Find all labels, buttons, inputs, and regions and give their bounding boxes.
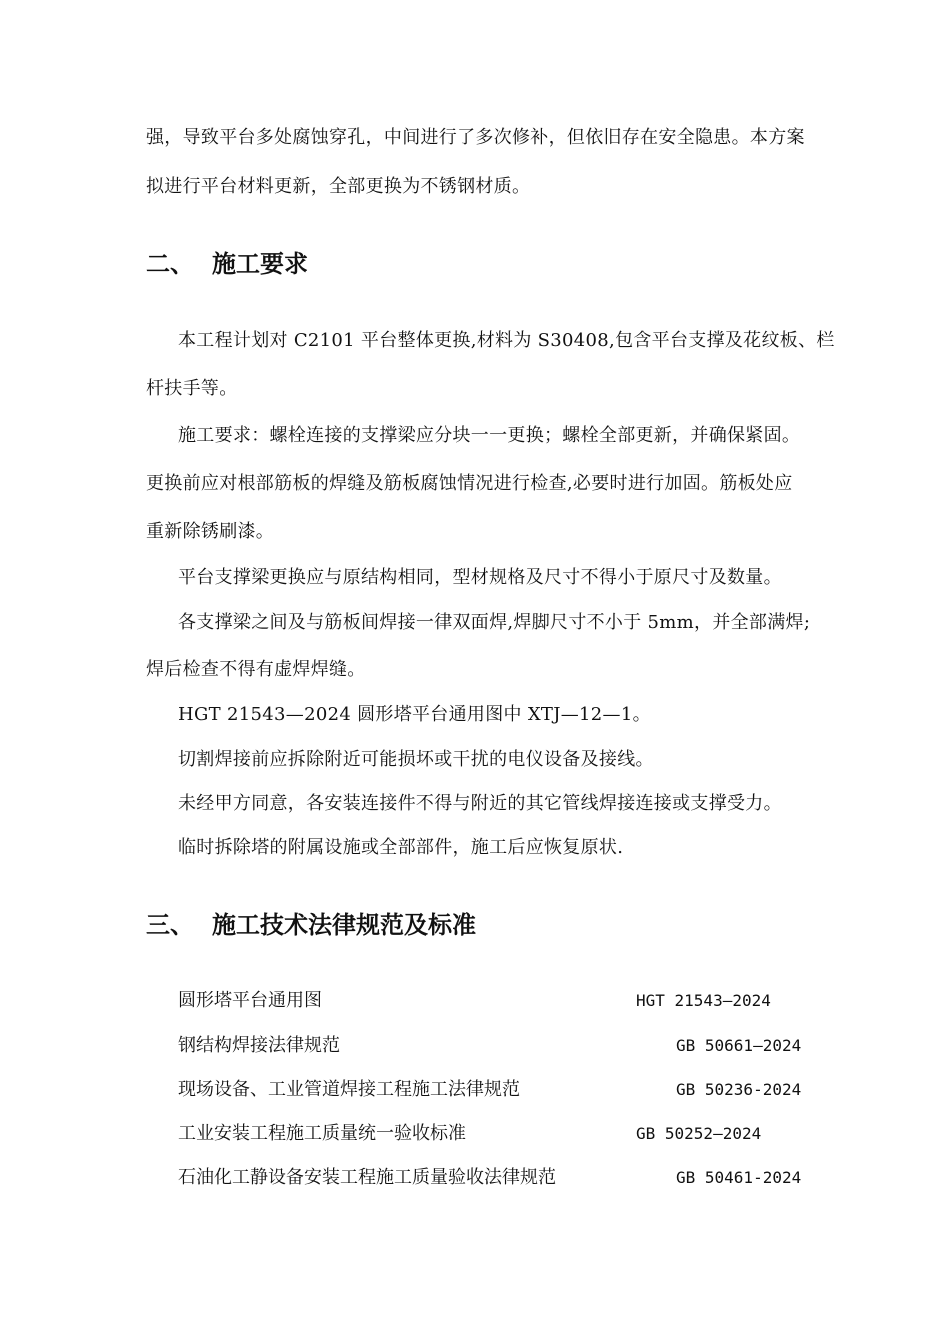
section-3-heading	[146, 910, 476, 940]
paragraph-2-line-2: 更换前应对根部筋板的焊缝及筋板腐蚀情况进行检查,必要时进行加固。筋板处应	[146, 473, 793, 494]
paragraph-8: 临时拆除塔的附属设施或全部部件，施工后应恢复原状.	[178, 837, 624, 858]
standard-code: GB 50461-2024	[676, 1168, 802, 1187]
standard-code: HGT 21543—2024	[636, 991, 771, 1010]
paragraph-5: HGT 21543—2024 圆形塔平台通用图中 XTJ—12—1。	[178, 704, 651, 725]
paragraph-7: 未经甲方同意，各安装连接件不得与附近的其它管线焊接连接或支撑受力。	[178, 793, 782, 814]
standard-name: 工业安装工程施工质量统一验收标准	[178, 1123, 466, 1144]
paragraph-3: 平台支撑梁更换应与原结构相同，型材规格及尺寸不得小于原尺寸及数量。	[178, 567, 782, 588]
standard-name: 圆形塔平台通用图	[178, 990, 322, 1011]
standard-name: 石油化工静设备安装工程施工质量验收法律规范	[178, 1167, 556, 1188]
section-3-title: 施工技术法律规范及标准	[212, 911, 476, 939]
standard-name: 钢结构焊接法律规范	[178, 1035, 340, 1056]
paragraph-1-line-2: 杆扶手等。	[146, 378, 238, 399]
section-2-heading	[146, 249, 308, 279]
section-2-number: 二、	[146, 250, 194, 278]
section-2-title: 施工要求	[212, 250, 308, 278]
standard-name: 现场设备、工业管道焊接工程施工法律规范	[178, 1079, 520, 1100]
paragraph-1-line-1: 本工程计划对 C2101 平台整体更换,材料为 S30408,包含平台支撑及花纹板、栏	[178, 330, 835, 351]
paragraph-4-line-1: 各支撑梁之间及与筋板间焊接一律双面焊,焊脚尺寸不小于 5mm，并全部满焊;	[178, 612, 811, 633]
standard-code: GB 50661—2024	[676, 1036, 802, 1055]
standard-code: GB 50236-2024	[676, 1080, 802, 1099]
standard-code: GB 50252—2024	[636, 1124, 762, 1143]
paragraph-4-line-2: 焊后检查不得有虚焊焊缝。	[146, 659, 366, 680]
section-3-number: 三、	[146, 911, 194, 939]
intro-line-1: 强，导致平台多处腐蚀穿孔，中间进行了多次修补，但依旧存在安全隐患。本方案	[146, 127, 805, 148]
paragraph-2-line-1: 施工要求：螺栓连接的支撑梁应分块一一更换；螺栓全部更新，并确保紧固。	[178, 425, 801, 446]
intro-line-2: 拟进行平台材料更新，全部更换为不锈钢材质。	[146, 176, 531, 197]
paragraph-6: 切割焊接前应拆除附近可能损坏或干扰的电仪设备及接线。	[178, 749, 654, 770]
paragraph-2-line-3: 重新除锈刷漆。	[146, 521, 275, 542]
